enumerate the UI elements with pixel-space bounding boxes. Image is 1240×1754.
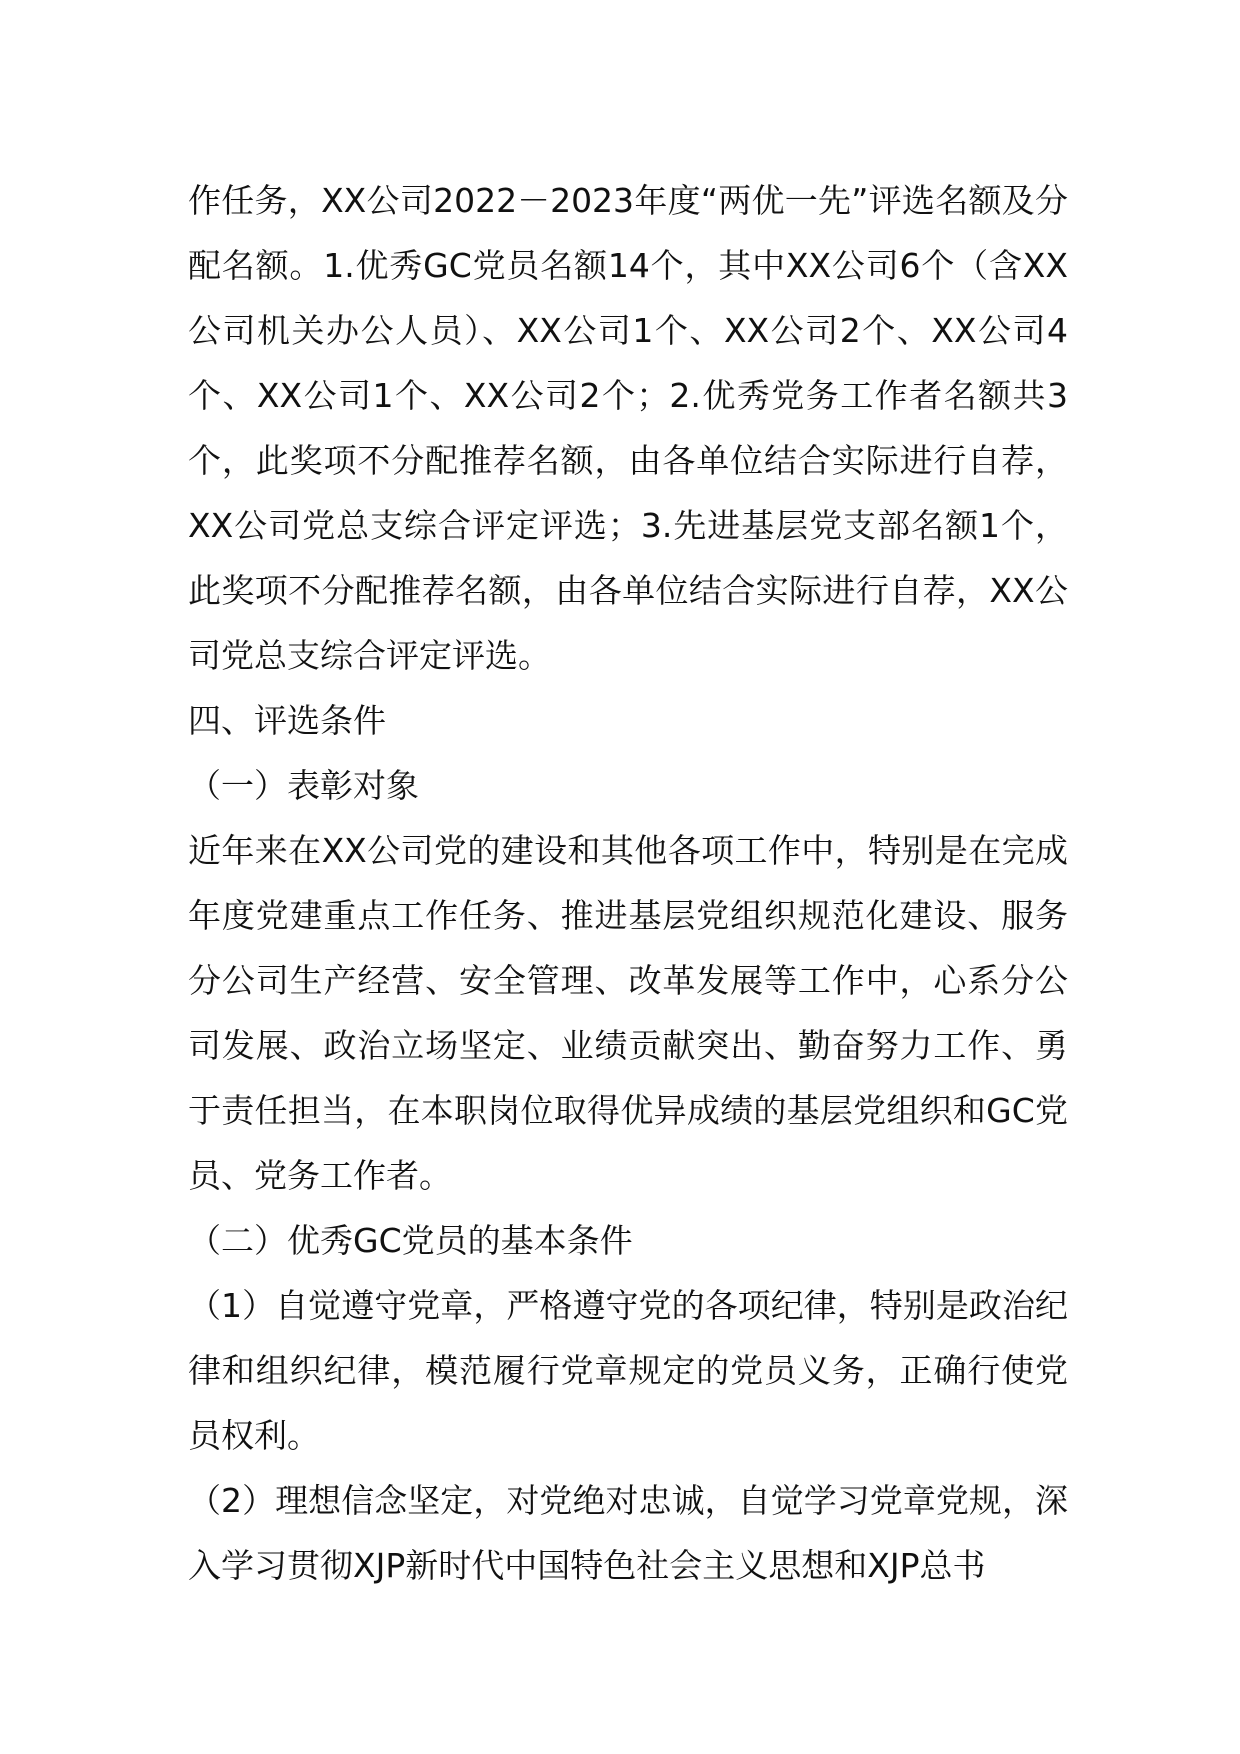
paragraph-commendation-targets: 近年来在XX公司党的建设和其他各项工作中，特别是在完成年度党建重点工作任务、推进基层党组织规范化建设、服务分公司生产经营、安全管理、改革发展等工作中，心系分公司发展、政治立场坚定、业绩贡献突出、勤奋努力工作、勇于责任担当，在本职岗位取得优异成绩的基层党组织和GC党员、党务工作者。: [188, 831, 1068, 1195]
paragraph-quota-allocation: 作任务，XX公司2022－2023年度“两优一先”评选名额及分配名额。1.优秀GC党员名额14个，其中XX公司6个（含XX公司机关办公人员）、XX公司1个、XX公司2个、XX公司4个、XX公司1个、XX公司2个；2.优秀党务工作者名额共3个，此奖项不分配推荐名额，由各单位结合实际进行自荐，XX公司党总支综合评定评选；3.先进基层党支部名额1个，此奖项不分配推荐名额，由各单位结合实际进行自荐，XX公司党总支综合评定评选。: [188, 181, 1068, 675]
subheading-excellent-member-conditions: （二）优秀GC党员的基本条件: [188, 1221, 633, 1260]
paragraph-condition-1: （1）自觉遵守党章，严格遵守党的各项纪律，特别是政治纪律和组织纪律，模范履行党章规定的党员义务，正确行使党员权利。: [188, 1286, 1068, 1455]
section-heading-selection-criteria: 四、评选条件: [188, 701, 386, 740]
document-body: [188, 168, 1068, 1598]
paragraph-condition-2: （2）理想信念坚定，对党绝对忠诚，自觉学习党章党规，深入学习贯彻XJP新时代中国特色社会主义思想和XJP总书: [188, 1481, 1068, 1585]
subheading-commendation-targets: （一）表彰对象: [188, 766, 419, 805]
